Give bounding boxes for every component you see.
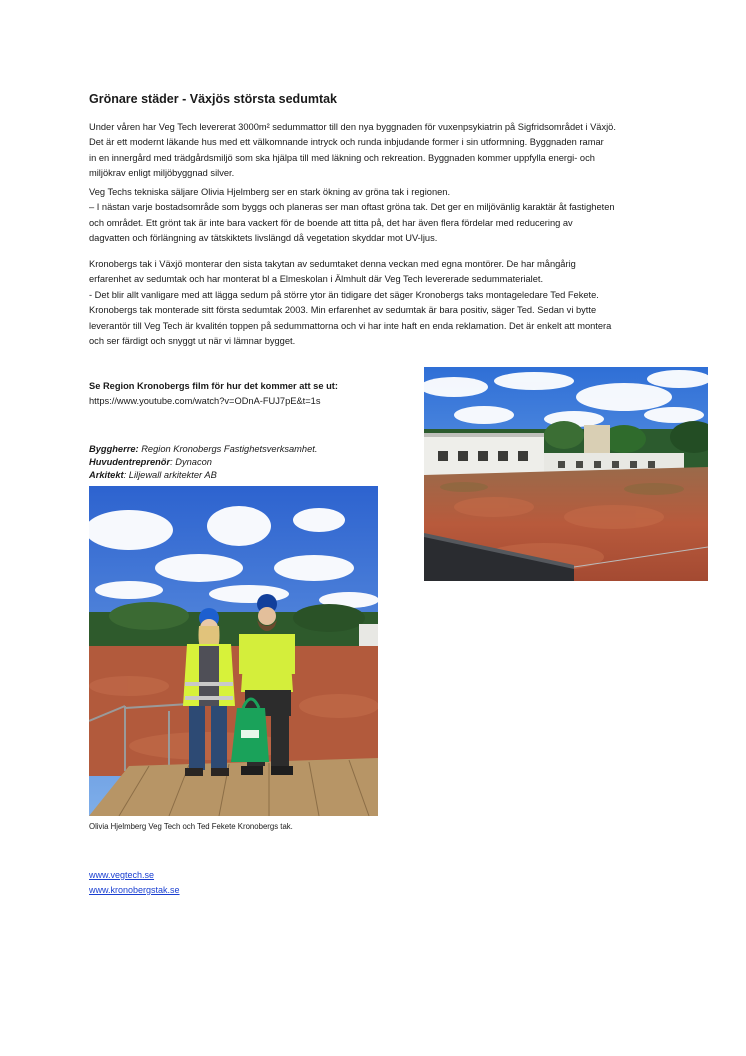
text-line: och området. Ett grönt tak är inte bara vackert för de boende att titta på, det har även flera fördelar med reducering av	[89, 217, 573, 228]
film-section	[89, 379, 409, 409]
text-line: – I nästan varje bostadsområde som byggs och planeras ser man oftast gröna tak. Det ger en miljövänlig karaktär åt fastigheten	[89, 202, 615, 213]
credit-client: Byggherre: Region Kronobergs Fastighetsverksamhet.	[89, 444, 318, 454]
text-line: in en innergård med trädgårdsmiljö som ska hjälpa till med läkning och rekreation. Byggnaden kommer uppfylla energi- och	[89, 152, 595, 163]
article-title: Grönare städer - Växjös största sedumtak	[89, 92, 338, 106]
project-credits	[89, 443, 409, 482]
people-on-roof-photo	[89, 486, 378, 816]
link-kronobergstak[interactable]: www.kronobergstak.se	[89, 885, 180, 895]
text-line: dagvatten och förlängning av tätskiktets livslängd då vegetation skyddar mot UV-ljus.	[89, 233, 438, 244]
text-line: erfarenhet av sedumtak och har monterat bl a Elmeskolan i Älmhult där Veg Tech levererade sedummaterialet.	[89, 274, 544, 285]
text-line: och ser färdigt och snyggt ut när vi lämnar bygget.	[89, 336, 296, 347]
photo-caption: Olivia Hjelmberg Veg Tech och Ted Fekete Kronobergs tak.	[89, 822, 293, 831]
film-heading: Se Region Kronobergs film för hur det kommer att se ut:	[89, 381, 338, 391]
text-line: miljökrav enligt miljöbyggnad silver.	[89, 168, 235, 179]
text-line: - Det blir allt vanligare med att lägga sedum på större ytor än tidigare det säger Kronobergs taks montageledare Ted Fekete.	[89, 289, 599, 300]
film-url[interactable]: https://www.youtube.com/watch?v=ODnA-FUJ7pE&t=1s	[89, 396, 321, 406]
credit-contractor: Huvudentreprenör: Dynacon	[89, 457, 212, 467]
sedum-roof-photo	[424, 367, 708, 581]
text-line: Veg Techs tekniska säljare Olivia Hjelmberg ser en stark ökning av gröna tak i regionen.	[89, 187, 451, 197]
text-line: Kronobergs tak monterade sitt första sedumtak 2003. Min erfarenhet av sedumtak är bara positiv, säger Ted. Sedan vi bytte	[89, 305, 597, 316]
text-line: Kronobergs tak i Växjö monterar den sista takytan av sedumtaket denna veckan med egna montörer. De har mångårig	[89, 259, 576, 269]
paragraph-quote-olivia	[89, 185, 679, 247]
text-line: leverantör till Veg Tech är kvalitén toppen på sedummattorna och vi har inte haft en enda reklamation. Det är enkelt att montera	[89, 320, 612, 331]
website-links	[89, 868, 180, 898]
text-line: Under våren har Veg Tech levererat 3000m² sedummattor till den nya byggnaden för vuxenpsykiatrin på Sigfridsområdet i Växjö.	[89, 122, 616, 132]
credit-architect: Arkitekt: Liljewall arkitekter AB	[89, 470, 217, 480]
link-vegtech[interactable]: www.vegtech.se	[89, 870, 155, 880]
paragraph-quote-ted	[89, 257, 679, 349]
paragraph-intro	[89, 120, 679, 182]
text-line: Det är ett modernt läkande hus med ett välkomnande intryck och runda inbjudande former i sin utformning. Byggnaden ramar	[89, 137, 604, 148]
